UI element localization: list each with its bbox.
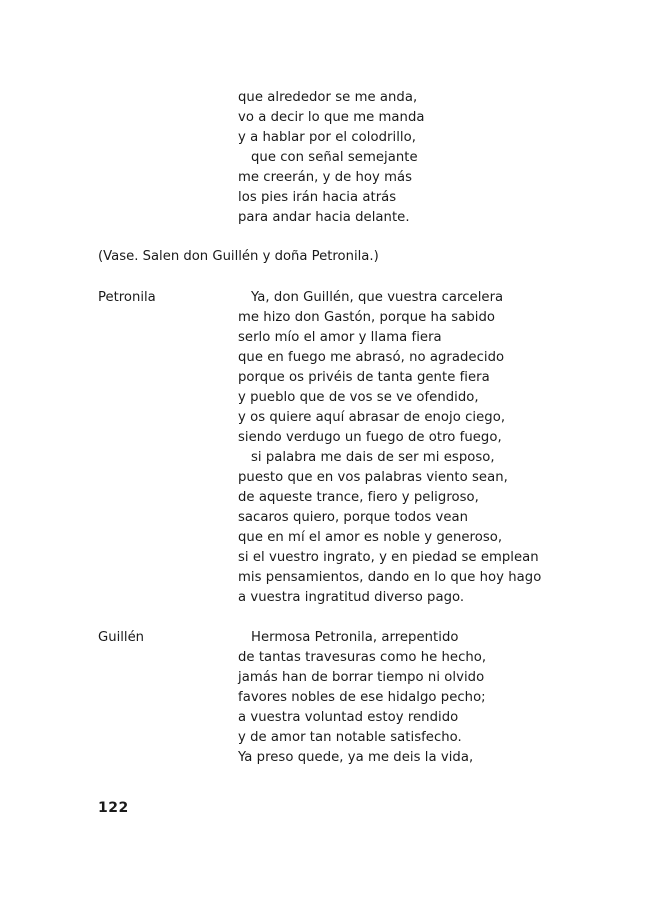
verse-line: y de amor tan notable satisfecho. [238, 730, 462, 745]
verse-line: jamás han de borrar tiempo ni olvido [238, 670, 485, 685]
verse-line: puesto que en vos palabras viento sean, [238, 470, 508, 485]
verse-line: porque os privéis de tanta gente fiera [238, 370, 490, 385]
verse-line: y os quiere aquí abrasar de enojo ciego, [238, 410, 506, 425]
verse-line: si palabra me dais de ser mi esposo, [251, 450, 495, 465]
verse-line: serlo mío el amor y llama fiera [238, 330, 442, 345]
verse-line: que alrededor se me anda, [238, 90, 418, 105]
verse-line: mis pensamientos, dando en lo que hoy hago [238, 570, 542, 585]
verse-line: me hizo don Gastón, porque ha sabido [238, 310, 496, 325]
verse-line: que en fuego me abrasó, no agradecido [238, 350, 505, 365]
verse-line: los pies irán hacia atrás [238, 190, 397, 205]
speaker-petronila: Petronila [98, 290, 156, 305]
verse-line: a vuestra voluntad estoy rendido [238, 710, 459, 725]
stage-direction: (Vase. Salen don Guillén y doña Petronila.) [98, 249, 379, 264]
verse-line: vo a decir lo que me manda [238, 110, 425, 125]
verse-line: y pueblo que de vos se ve ofendido, [238, 390, 479, 405]
verse-line: siendo verdugo un fuego de otro fuego, [238, 430, 502, 445]
verse-line: que en mí el amor es noble y generoso, [238, 530, 503, 545]
verse-line: Ya, don Guillén, que vuestra carcelera [251, 290, 504, 305]
verse-line: me creerán, y de hoy más [238, 170, 413, 185]
verse-line: Ya preso quede, ya me deis la vida, [238, 750, 474, 765]
verse-line: favores nobles de ese hidalgo pecho; [238, 690, 486, 705]
verse-line: que con señal semejante [251, 150, 418, 165]
page-number: 122 [98, 800, 129, 816]
verse-line: si el vuestro ingrato, y en piedad se emplean [238, 550, 539, 565]
verse-line: y a hablar por el colodrillo, [238, 130, 417, 145]
verse-line: de aqueste trance, fiero y peligroso, [238, 490, 479, 505]
speaker-guillen: Guillén [98, 630, 145, 645]
verse-line: a vuestra ingratitud diverso pago. [238, 590, 465, 605]
verse-line: para andar hacia delante. [238, 210, 410, 225]
verse-line: sacaros quiero, porque todos vean [238, 510, 469, 525]
verse-line: Hermosa Petronila, arrepentido [251, 630, 459, 645]
verse-line: de tantas travesuras como he hecho, [238, 650, 487, 665]
